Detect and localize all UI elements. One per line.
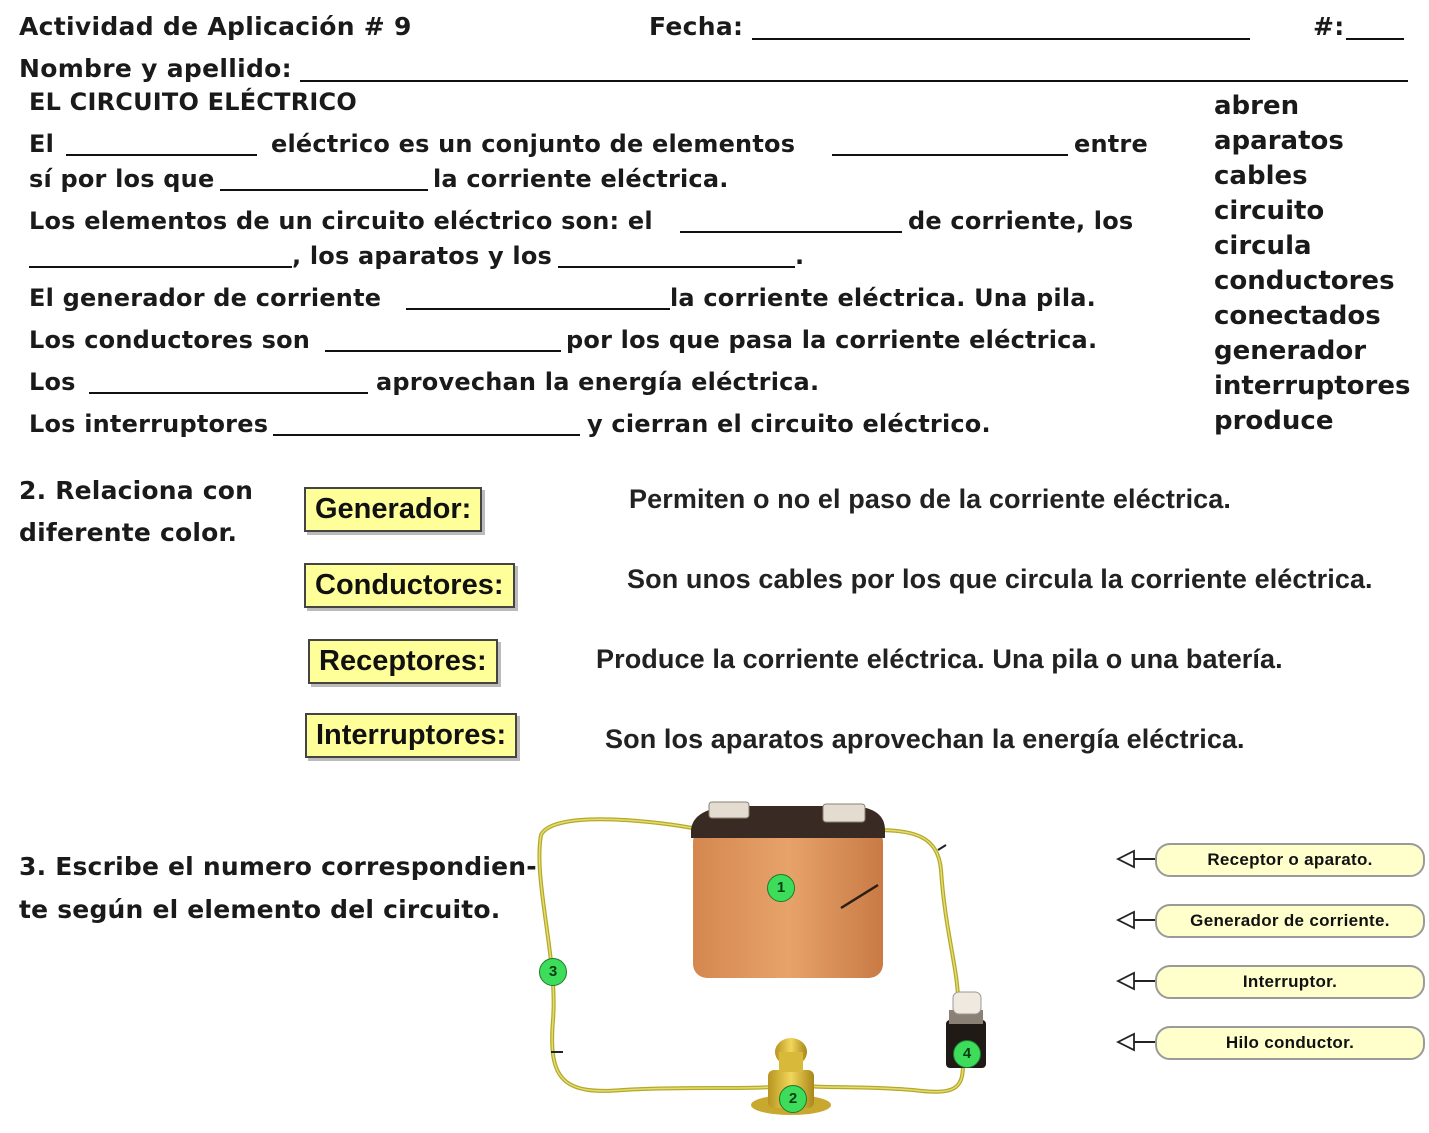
s1-line7-a: Los <box>29 368 76 396</box>
blank-10[interactable] <box>273 434 580 436</box>
blank-5[interactable] <box>29 266 292 268</box>
word-bank-item: aparatos <box>1214 126 1344 156</box>
diagram-number-3: 3 <box>539 958 567 986</box>
word-bank-item: conectados <box>1214 301 1381 331</box>
word-bank-item: circula <box>1214 231 1312 261</box>
term-generador[interactable]: Generador: <box>304 487 482 532</box>
blank-6[interactable] <box>558 266 795 268</box>
name-label: Nombre y apellido: <box>19 54 292 83</box>
s1-line2-b: la corriente eléctrica. <box>433 165 729 193</box>
word-bank <box>1214 89 1410 439</box>
diagram-number-1: 1 <box>767 874 795 902</box>
circuit-diagram <box>533 790 998 1129</box>
term-receptores[interactable]: Receptores: <box>308 639 498 684</box>
section2-instruction-2: diferente color. <box>19 518 238 547</box>
blank-9[interactable] <box>89 392 368 394</box>
s1-line7-b: aprovechan la energía eléctrica. <box>376 368 820 396</box>
label-hilo-conductor[interactable]: Hilo conductor. <box>1155 1026 1425 1060</box>
s1-line2-a: sí por los que <box>29 165 215 193</box>
s1-line4-b: . <box>795 242 805 270</box>
date-label: Fecha: <box>649 12 744 41</box>
s1-line6-b: por los que pasa la corriente eléctrica. <box>566 326 1098 354</box>
date-blank[interactable] <box>752 38 1250 40</box>
word-bank-item: abren <box>1214 91 1300 121</box>
s1-line3-b: de corriente, los <box>908 207 1134 235</box>
s1-line6-a: Los conductores son <box>29 326 311 354</box>
word-bank-item: interruptores <box>1214 371 1411 401</box>
label-receptor[interactable]: Receptor o aparato. <box>1155 843 1425 877</box>
definition-3[interactable]: Produce la corriente eléctrica. Una pila o una batería. <box>596 644 1283 674</box>
word-bank-item: circuito <box>1214 196 1325 226</box>
definition-1[interactable]: Permiten o no el paso de la corriente eléctrica. <box>629 484 1232 514</box>
s1-line1-c: entre <box>1074 130 1148 158</box>
s1-line1-b: eléctrico es un conjunto de elementos <box>271 130 796 158</box>
section2-instruction-1: 2. Relaciona con <box>19 476 254 505</box>
section3-instruction-2: te según el elemento del circuito. <box>19 895 501 924</box>
label-generador[interactable]: Generador de corriente. <box>1155 904 1425 938</box>
arrow-left-icon <box>1116 910 1158 930</box>
blank-8[interactable] <box>325 350 561 352</box>
word-bank-item: produce <box>1214 406 1334 436</box>
s1-line1-a: El <box>29 130 55 158</box>
diagram-number-2: 2 <box>779 1085 807 1113</box>
s1-line4-a: , los aparatos y los <box>292 242 553 270</box>
word-bank-item: cables <box>1214 161 1308 191</box>
word-bank-item: generador <box>1214 336 1367 366</box>
s1-line5-b: la corriente eléctrica. Una pila. <box>670 284 1096 312</box>
label-interruptor[interactable]: Interruptor. <box>1155 965 1425 999</box>
definition-2[interactable]: Son unos cables por los que circula la corriente eléctrica. <box>627 564 1373 594</box>
blank-4[interactable] <box>680 231 902 233</box>
definition-4[interactable]: Son los aparatos aprovechan la energía eléctrica. <box>605 724 1245 754</box>
blank-7[interactable] <box>406 308 670 310</box>
arrow-left-icon <box>1116 971 1158 991</box>
blank-1[interactable] <box>66 154 257 156</box>
number-label: #: <box>1313 12 1345 41</box>
worksheet-title: Actividad de Aplicación # 9 <box>19 12 412 41</box>
term-conductores[interactable]: Conductores: <box>304 563 515 608</box>
circuit-illustration <box>533 790 998 1129</box>
diagram-number-4: 4 <box>953 1040 981 1068</box>
term-interruptores[interactable]: Interruptores: <box>305 713 517 758</box>
section1-heading: EL CIRCUITO ELÉCTRICO <box>29 88 357 116</box>
s1-line8-a: Los interruptores <box>29 410 269 438</box>
arrow-left-icon <box>1116 849 1158 869</box>
s1-line8-b: y cierran el circuito eléctrico. <box>587 410 991 438</box>
blank-2[interactable] <box>832 154 1068 156</box>
s1-line5-a: El generador de corriente <box>29 284 382 312</box>
arrow-left-icon <box>1116 1032 1158 1052</box>
number-blank[interactable] <box>1346 38 1404 40</box>
section3-instruction-1: 3. Escribe el numero correspondien- <box>19 852 537 881</box>
blank-3[interactable] <box>220 189 428 191</box>
s1-line3-a: Los elementos de un circuito eléctrico son: el <box>29 207 653 235</box>
name-blank[interactable] <box>300 80 1408 82</box>
word-bank-item: conductores <box>1214 266 1395 296</box>
